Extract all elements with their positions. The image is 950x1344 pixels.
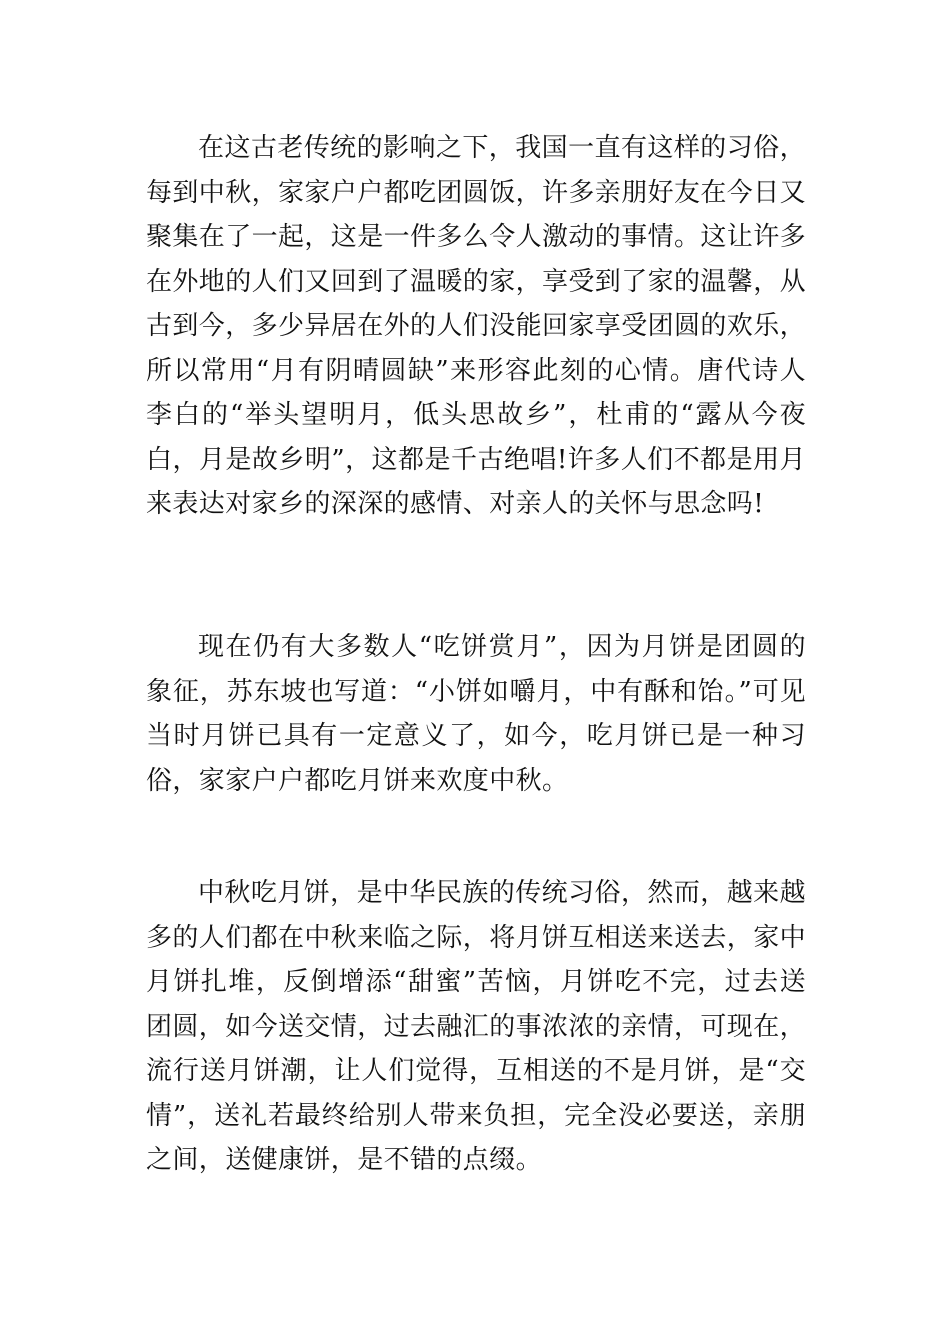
paragraph-2: 现在仍有大多数人“吃饼赏月”，因为月饼是团圆的象征，苏东坡也写道：“小饼如嚼月，中有酥和饴。”可见当时月饼已具有一定意义了，如今，吃月饼已是一种习俗，家家户户都吃月饼来欢度中秋。 [146,632,806,796]
paragraph-3: 中秋吃月饼，是中华民族的传统习俗，然而，越来越多的人们都在中秋来临之际，将月饼互相送来送去，家中月饼扎堆，反倒增添“甜蜜”苦恼，月饼吃不完，过去送团圆，如今送交情，过去融汇的事浓浓的亲情，可现在，流行送月饼潮，让人们觉得，互相送的不是月饼，是“交情”，送礼若最终给别人带来负担，完全没必要送，亲朋之间，送健康饼，是不错的点缀。 [146,878,807,1175]
paragraph-1: 在这古老传统的影响之下，我国一直有这样的习俗，每到中秋，家家户户都吃团圆饭，许多亲朋好友在今日又聚集在了一起，这是一件多么令人激动的事情。这让许多在外地的人们又回到了温暖的家，享受到了家的温馨，从古到今，多少异居在外的人们没能回家享受团圆的欢乐，所以常用“月有阴晴圆缺”来形容此刻的心情。唐代诗人李白的“举头望明月，低头思故乡”，杜甫的“露从今夜白，月是故乡明”，这都是千古绝唱!许多人们不都是用月来表达对家乡的深深的感情、对亲人的关怀与思念吗! [146,133,807,519]
